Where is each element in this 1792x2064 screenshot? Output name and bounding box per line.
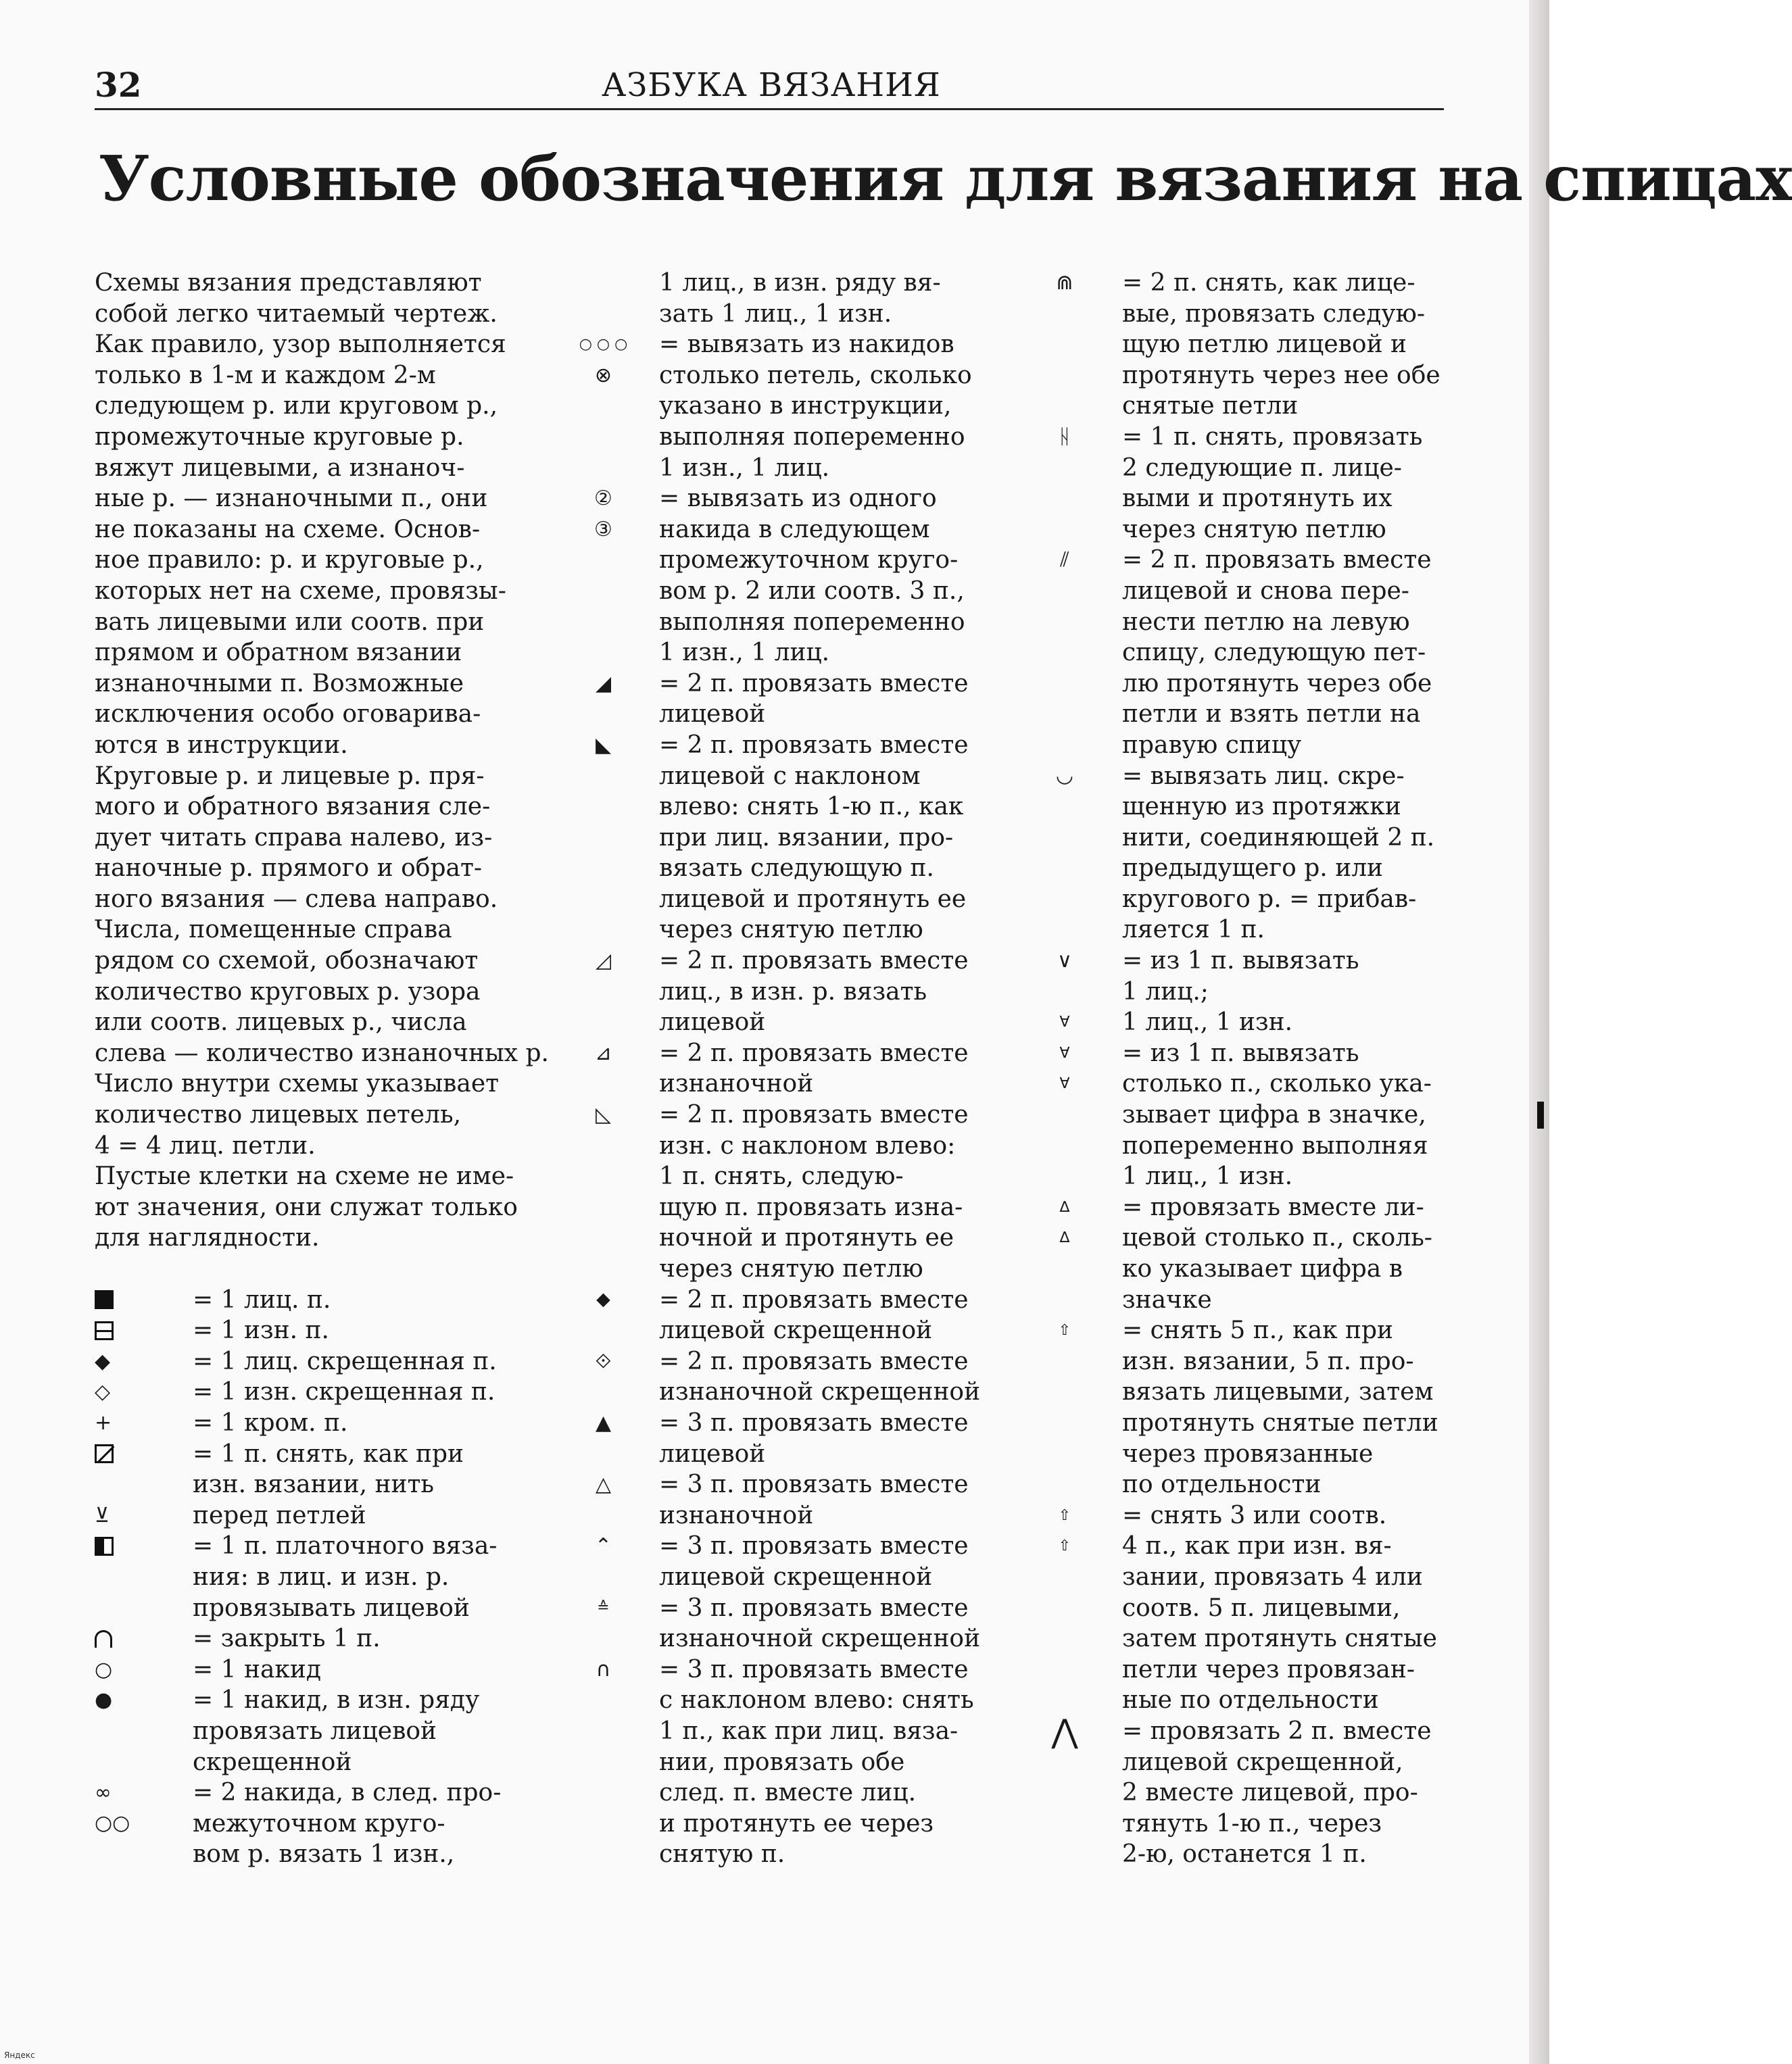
description-line: провязать лицевой: [193, 1717, 437, 1745]
description-line: с наклоном влево: снять: [659, 1686, 974, 1715]
description-line: = 1 кром. п.: [193, 1408, 348, 1437]
description-line: через снятую петлю: [659, 1255, 923, 1283]
open-circle-icon: ○: [95, 1657, 113, 1681]
intro-line: промежуточные круговые р.: [95, 422, 464, 451]
description-line: зать 1 лиц., 1 изн.: [659, 299, 892, 328]
description-line: = 2 п. провязать вместе: [659, 1039, 969, 1067]
description-line: спицу, следующую пет-: [1122, 639, 1426, 667]
symbol-row: [1007, 1315, 1453, 1500]
symbol-row: [548, 1531, 980, 1592]
description-line: указано в инструкции,: [659, 392, 952, 420]
intro-line: которых нет на схеме, провязы-: [95, 576, 506, 605]
open-diamond-arrow-icon: ⟐: [595, 1349, 612, 1373]
symbol-row: [1007, 1531, 1453, 1716]
description-line: ные по отдельности: [1122, 1686, 1379, 1715]
symbol-row: [548, 1346, 980, 1408]
description-line: = 3 п. провязать вместе: [659, 1532, 969, 1561]
symbol-description: [1122, 1223, 1453, 1315]
symbol-description: [659, 1285, 980, 1346]
symbol-description: [659, 1469, 980, 1531]
symbol-list-1: [95, 1285, 527, 1870]
symbol-description: [1122, 945, 1453, 1007]
description-line: промежуточном круго-: [659, 546, 959, 574]
description-line: = 1 лиц. п.: [193, 1285, 331, 1314]
description-line: след. п. вместе лиц.: [659, 1779, 917, 1807]
description-line: лицевой: [659, 1440, 766, 1468]
symbol-description: [659, 730, 980, 945]
description-line: цевой столько п., сколь-: [1122, 1224, 1432, 1252]
description-line: лицевой скрещенной: [659, 1317, 933, 1345]
plus-icon: +: [95, 1410, 112, 1435]
description-line: вые, провязать следую-: [1122, 299, 1426, 328]
page-header: [95, 65, 1444, 110]
intro-line: Число внутри схемы указывает: [95, 1070, 500, 1098]
scan-watermark: Яндекс: [4, 2050, 35, 2060]
description-line: = вывязать из одного: [659, 485, 937, 513]
description-line: скрещенной: [193, 1748, 352, 1776]
description-line: вом р. вязать 1 изн.,: [193, 1840, 455, 1869]
intro-line: прямом и обратном вязании: [95, 639, 462, 667]
circled-2-icon: ②: [594, 486, 612, 510]
symbol-row: [1007, 1038, 1453, 1069]
arrow-4-3-icon: ⇧: [1058, 1506, 1071, 1524]
arrow-5-5-icon: ⇧: [1058, 1321, 1071, 1339]
h-cross-icon: ᚺ: [1059, 424, 1071, 449]
symbol-description: [193, 1654, 527, 1686]
symbol-description: [1122, 1068, 1453, 1191]
symbol-description: [193, 1685, 527, 1777]
description-line: = провязать вместе ли-: [1122, 1193, 1424, 1221]
symbol-row: [548, 1038, 980, 1100]
description-line: зании, провязать 4 или: [1122, 1563, 1423, 1591]
description-line: соотв. 5 п. лицевыми,: [1122, 1594, 1401, 1622]
description-line: изнаночной: [659, 1070, 814, 1098]
description-line: = 2 п. провязать вместе: [659, 947, 969, 975]
symbol-description: [659, 329, 980, 360]
big-caret-icon: ⋀: [1051, 1712, 1078, 1750]
symbol-row: [548, 668, 980, 730]
v-with-bar-icon: ⊻: [95, 1503, 110, 1527]
symbol-row: [548, 1285, 980, 1346]
description-line: лицевой скрещенной: [659, 1563, 933, 1591]
description-line: вязать следующую п.: [659, 854, 934, 883]
description-line: изнаночной: [659, 1501, 814, 1529]
symbol-row: [1007, 268, 1453, 422]
symbol-description: [193, 1408, 527, 1439]
v-3-icon: ∀: [1059, 1014, 1070, 1031]
intro-line: собой легко читаемый чертеж.: [95, 299, 498, 328]
intro-line: Круговые р. и лицевые р. пря-: [95, 762, 485, 790]
symbol-row: [95, 1346, 527, 1377]
description-line: выми и протянуть их: [1122, 485, 1393, 513]
column-3: [1007, 268, 1453, 1870]
description-line: ляется 1 п.: [1122, 916, 1265, 944]
v-mark-icon: ∨: [1057, 948, 1072, 973]
symbol-row: [95, 1809, 527, 1870]
intro-line: ные р. — изнаночными п., они: [95, 485, 488, 513]
symbol-description: [659, 1654, 980, 1870]
symbol-description: [193, 1623, 527, 1654]
triple-arch-icon: ⋒: [1056, 270, 1073, 295]
description-line: = 3 п. провязать вместе: [659, 1594, 969, 1622]
description-line: = из 1 п. вывязать: [1122, 947, 1359, 975]
symbol-description: [1122, 1192, 1453, 1223]
symbol-row: [1007, 945, 1453, 1007]
symbol-description: [193, 1346, 527, 1377]
symbol-description: [659, 1531, 980, 1592]
intro-line: количество круговых р. узора: [95, 977, 481, 1006]
description-line: 1 лиц., в изн. ряду вя-: [659, 269, 941, 297]
u-curve-icon: ◡: [1055, 764, 1074, 788]
symbol-row: [548, 1100, 980, 1285]
intro-line: вяжут лицевыми, а изнаноч-: [95, 453, 465, 482]
description-line: = 2 п. провязать вместе: [659, 1285, 969, 1314]
description-line: 2 вместе лицевой, про-: [1122, 1779, 1418, 1807]
description-line: щенную из протяжки: [1122, 793, 1401, 821]
double-circle-icon: ○○: [95, 1811, 130, 1836]
description-line: = снять 3 или соотв.: [1122, 1501, 1387, 1529]
symbol-row: [95, 1377, 527, 1408]
description-line: нити, соединяющей 2 п.: [1122, 823, 1435, 852]
description-line: = провязать 2 п. вместе: [1122, 1717, 1432, 1745]
description-line: снятые петли: [1122, 392, 1299, 420]
description-line: влево: снять 1-ю п., как: [659, 793, 964, 821]
description-line: межуточном круго-: [193, 1809, 445, 1838]
symbol-description: [1122, 545, 1453, 760]
description-line: изнаночной скрещенной: [659, 1625, 981, 1653]
description-line: 1 лиц., 1 изн.: [1122, 1162, 1293, 1191]
symbol-description: [1122, 1500, 1453, 1531]
symbol-row: [1007, 1500, 1453, 1531]
symbol-description: [1122, 1038, 1453, 1069]
intro-line: Схемы вязания представляют: [95, 269, 482, 297]
description-line: 1 изн., 1 лиц.: [659, 453, 830, 482]
square-with-slash-icon: [95, 1439, 193, 1470]
symbol-description: [193, 1500, 527, 1531]
symbol-row: [548, 945, 980, 1038]
description-line: щую п. провязать изна-: [659, 1193, 963, 1221]
description-line: = 3 п. провязать вместе: [659, 1408, 969, 1437]
description-line: = вывязать из накидов: [659, 330, 954, 359]
symbol-description: [659, 1038, 980, 1100]
filled-triangle-right-icon: ◢: [595, 671, 612, 695]
description-line: = 3 п. провязать вместе: [659, 1655, 969, 1684]
symbol-description: [659, 945, 980, 1038]
description-line: = 2 п. провязать вместе: [659, 1101, 969, 1129]
symbol-row: [548, 730, 980, 945]
symbol-row: [95, 1285, 527, 1316]
intro-line: 4 = 4 лиц. петли.: [95, 1131, 316, 1160]
description-line: протянуть снятые петли: [1122, 1408, 1438, 1437]
slash-bar-icon: ⫽: [1060, 548, 1069, 572]
description-line: петли через провязан-: [1122, 1655, 1415, 1684]
symbol-row: [548, 1654, 980, 1870]
symbol-description: [193, 1377, 527, 1408]
symbol-row: [1007, 545, 1453, 760]
intro-line: ются в инструкции.: [95, 731, 348, 759]
description-line: = 1 п. платочного вяза-: [193, 1532, 498, 1561]
blank-icon: [548, 268, 659, 299]
description-line: при лиц. вязании, про-: [659, 823, 954, 852]
symbol-row: [95, 1777, 527, 1809]
description-line: = из 1 п. вывязать: [1122, 1039, 1359, 1067]
description-line: = 1 изн. п.: [193, 1317, 329, 1345]
description-line: = 3 п. провязать вместе: [659, 1471, 969, 1499]
description-line: столько п., сколько ука-: [1122, 1070, 1432, 1098]
a-3-icon: ∆: [1059, 1198, 1070, 1216]
symbol-description: [193, 1777, 527, 1809]
symbol-description: [193, 1439, 527, 1500]
intro-line: следующем р. или круговом р.,: [95, 392, 498, 420]
intro-line: рядом со схемой, обозначают: [95, 947, 479, 975]
description-line: нести петлю на левую: [1122, 608, 1410, 636]
open-diamond-icon: ◇: [95, 1380, 111, 1404]
intro-text: [95, 268, 549, 1254]
symbol-row: [548, 1408, 980, 1469]
description-line: = 2 п. снять, как лице-: [1122, 269, 1415, 297]
symbol-description: [193, 1285, 527, 1316]
description-line: 4 п., как при изн. вя-: [1122, 1532, 1392, 1561]
symbol-row: [548, 514, 980, 668]
open-chevron-icon: ≙: [597, 1599, 610, 1617]
intro-line: вать лицевыми или соотв. при: [95, 608, 485, 636]
intro-line: Пустые клетки на схеме не име-: [95, 1162, 514, 1191]
symbol-description: [659, 1408, 980, 1469]
intro-line: наночные р. прямого и обрат-: [95, 854, 483, 883]
description-line: выполняя попеременно: [659, 422, 965, 451]
intro-line: дует читать справа налево, из-: [95, 823, 493, 852]
description-line: = 2 п. провязать вместе: [659, 669, 969, 697]
open-triangle-bar-icon: △: [595, 1472, 612, 1496]
symbol-description: [193, 1315, 527, 1346]
symbol-description: [1122, 268, 1453, 422]
description-line: через снятую петлю: [659, 916, 923, 944]
a-6-icon: ∆: [1059, 1229, 1070, 1247]
symbol-row: [95, 1654, 527, 1686]
filled-triangle-left-icon: ◣: [595, 733, 612, 757]
description-line: щую петлю лицевой и: [1122, 330, 1407, 359]
description-line: правую спицу: [1122, 731, 1302, 759]
description-line: накида в следующем: [659, 515, 930, 543]
description-line: 1 лиц., 1 изн.: [1122, 1008, 1293, 1037]
description-line: = снять 5 п., как при: [1122, 1317, 1394, 1345]
symbol-row: [95, 1685, 527, 1777]
running-head: АЗБУКА ВЯЗАНИЯ: [602, 66, 941, 104]
description-line: лю протянуть через обе: [1122, 669, 1432, 697]
intro-line: ют значения, они служат только: [95, 1193, 518, 1221]
filled-chevron-icon: ⌃: [594, 1534, 612, 1558]
description-line: петли и взять петли на: [1122, 700, 1421, 729]
description-line: 2-ю, останется 1 п.: [1122, 1840, 1367, 1869]
symbol-row: [1007, 1712, 1453, 1870]
filled-circle-icon: ●: [95, 1688, 113, 1713]
v-5-icon: ∀: [1059, 1044, 1070, 1062]
symbol-description: [659, 514, 980, 668]
symbol-description: [1122, 761, 1453, 946]
symbol-row: [548, 483, 980, 514]
spine-mark: [1537, 1102, 1544, 1129]
symbol-row: [1007, 761, 1453, 946]
description-line: через снятую петлю: [1122, 515, 1386, 543]
symbol-row: [548, 360, 980, 483]
intro-line: для наглядности.: [95, 1224, 320, 1252]
three-circles-icon: ○ ○ ○: [579, 335, 628, 353]
description-line: = 1 лиц. скрещенная п.: [193, 1347, 497, 1375]
symbol-description: [659, 1593, 980, 1654]
description-line: = 1 накид: [193, 1655, 322, 1684]
description-line: ко указывает цифра в: [1122, 1255, 1403, 1283]
filled-diamond-arrow-icon: ⬥: [596, 1287, 610, 1312]
description-line: 1 изн., 1 лиц.: [659, 639, 830, 667]
intro-line: ного вязания — слева направо.: [95, 885, 498, 913]
symbol-description: [659, 668, 980, 730]
intro-line: количество лицевых петель,: [95, 1101, 462, 1129]
symbol-row: [95, 1315, 527, 1346]
symbol-row: [1007, 1192, 1453, 1223]
column-2: [548, 268, 980, 1870]
symbol-description: [1122, 1716, 1453, 1870]
description-line: = вывязать лиц. скре-: [1122, 762, 1405, 790]
description-line: 1 лиц.;: [1122, 977, 1209, 1006]
column-1: [95, 268, 549, 1870]
v-7-icon: ∀: [1059, 1075, 1070, 1093]
filled-square-icon: [95, 1285, 193, 1316]
symbol-row: [548, 1469, 980, 1531]
page-title: Условные обозначения для вязания на спицах: [99, 142, 1792, 215]
intro-line: исключения особо оговарива-: [95, 700, 481, 729]
intro-line: изнаночными п. Возможные: [95, 669, 464, 697]
symbol-description: [1122, 1315, 1453, 1500]
description-line: лицевой скрещенной,: [1122, 1748, 1403, 1776]
intro-line: только в 1-м и каждом 2-м: [95, 361, 436, 389]
symbol-description: [659, 1100, 980, 1285]
description-line: ния: в лиц. и изн. р.: [193, 1563, 450, 1591]
description-line: лицевой и снова пере-: [1122, 576, 1409, 605]
description-line: = закрыть 1 п.: [193, 1625, 381, 1653]
symbol-description: [1122, 1531, 1453, 1716]
intro-line: или соотв. лицевых р., числа: [95, 1008, 467, 1037]
symbol-row: [95, 1623, 527, 1654]
square-with-bar-icon: [95, 1315, 193, 1346]
page-number: 32: [95, 65, 142, 105]
description-line: изн. с наклоном влево:: [659, 1131, 956, 1160]
description-line: лицевой: [659, 1008, 766, 1037]
description-line: предыдущего р. или: [1122, 854, 1384, 883]
filled-triangle-icon: ▲: [595, 1410, 612, 1435]
symbol-row: [95, 1531, 527, 1623]
circled-3-icon: ③: [594, 517, 612, 541]
intro-line: Как правило, узор выполняется: [95, 330, 506, 359]
symbol-row: [548, 1593, 980, 1654]
symbol-description: [1122, 1007, 1453, 1038]
intro-line: Числа, помещенные справа: [95, 916, 452, 944]
arch-icon: ∩: [596, 1657, 611, 1681]
arrow-5-4-icon: ⇧: [1058, 1538, 1071, 1555]
symbol-row: [95, 1408, 527, 1439]
description-line: 1 п. снять, следую-: [659, 1162, 904, 1191]
description-line: и протянуть ее через: [659, 1809, 934, 1838]
half-filled-square-icon: [95, 1531, 193, 1562]
symbol-row: [1007, 1068, 1453, 1191]
description-line: перед петлей: [193, 1501, 366, 1529]
symbol-row: [1007, 1223, 1453, 1315]
description-line: изн. вязании, 5 п. про-: [1122, 1347, 1414, 1375]
symbol-description: [1122, 422, 1453, 545]
page-spine-edge: [1529, 0, 1549, 2064]
double-loop-icon: ∞: [95, 1780, 112, 1804]
open-triangle-right-icon: ◿: [595, 948, 612, 973]
description-line: провязывать лицевой: [193, 1594, 470, 1622]
intro-line: ное правило: р. и круговые р.,: [95, 546, 484, 574]
filled-diamond-icon: ◆: [95, 1349, 111, 1373]
description-line: выполняя попеременно: [659, 608, 965, 636]
circled-x-icon: ⊗: [594, 363, 612, 387]
description-line: = 2 п. провязать вместе: [1122, 546, 1432, 574]
description-line: = 2 п. провязать вместе: [659, 731, 969, 759]
description-line: 2 следующие п. лице-: [1122, 453, 1402, 482]
description-line: = 1 изн. скрещенная п.: [193, 1378, 495, 1406]
description-line: = 1 п. снять, провязать: [1122, 422, 1423, 451]
description-line: снятую п.: [659, 1840, 785, 1869]
description-line: ночной и протянуть ее: [659, 1224, 954, 1252]
symbol-row: [1007, 422, 1453, 545]
intro-line: слева — количество изнаночных р.: [95, 1039, 549, 1067]
symbol-description: [659, 360, 980, 483]
description-line: лицевой и протянуть ее: [659, 885, 967, 913]
description-line: изнаночной скрещенной: [659, 1378, 981, 1406]
description-line: = 1 п. снять, как при: [193, 1440, 464, 1468]
description-line: вом р. 2 или соотв. 3 п.,: [659, 576, 965, 605]
description-line: кругового р. = прибав-: [1122, 885, 1417, 913]
description-line: лицевой с наклоном: [659, 762, 921, 790]
description-line: 1 п., как при лиц. вяза-: [659, 1717, 959, 1745]
description-line: лицевой: [659, 700, 766, 729]
description-line: = 2 накида, в след. про-: [193, 1779, 502, 1807]
symbol-description: [659, 1346, 980, 1408]
description-line: значке: [1122, 1285, 1212, 1314]
description-line: вязать лицевыми, затем: [1122, 1378, 1434, 1406]
symbol-description: [659, 268, 980, 329]
description-line: = 1 накид, в изн. ряду: [193, 1686, 480, 1715]
description-line: изн. вязании, нить: [193, 1471, 434, 1499]
symbol-row: [548, 329, 980, 360]
description-line: зывает цифра в значке,: [1122, 1101, 1426, 1129]
symbol-row: [1007, 1007, 1453, 1038]
open-triangle-right-bar-icon: ⊿: [594, 1041, 612, 1065]
description-line: по отдельности: [1122, 1471, 1322, 1499]
description-line: лиц., в изн. р. вязать: [659, 977, 927, 1006]
open-triangle-left-bar-icon: ◺: [595, 1102, 612, 1127]
symbol-description: [659, 483, 980, 514]
description-line: через провязанные: [1122, 1440, 1374, 1468]
symbol-description: [193, 1809, 527, 1870]
symbol-row: [95, 1500, 527, 1531]
intro-line: мого и обратного вязания сле-: [95, 793, 491, 821]
symbol-row: [95, 1439, 527, 1500]
description-line: столько петель, сколько: [659, 361, 972, 389]
intro-line: не показаны на схеме. Основ-: [95, 515, 481, 543]
description-line: нии, провязать обе: [659, 1748, 905, 1776]
description-line: затем протянуть снятые: [1122, 1625, 1437, 1653]
symbol-row: [548, 268, 980, 329]
description-line: = 2 п. провязать вместе: [659, 1347, 969, 1375]
dome-icon: [95, 1623, 193, 1654]
description-line: тянуть 1-ю п., через: [1122, 1809, 1382, 1838]
description-line: попеременно выполняя: [1122, 1131, 1428, 1160]
symbol-description: [193, 1531, 527, 1623]
description-line: протянуть через нее обе: [1122, 361, 1440, 389]
